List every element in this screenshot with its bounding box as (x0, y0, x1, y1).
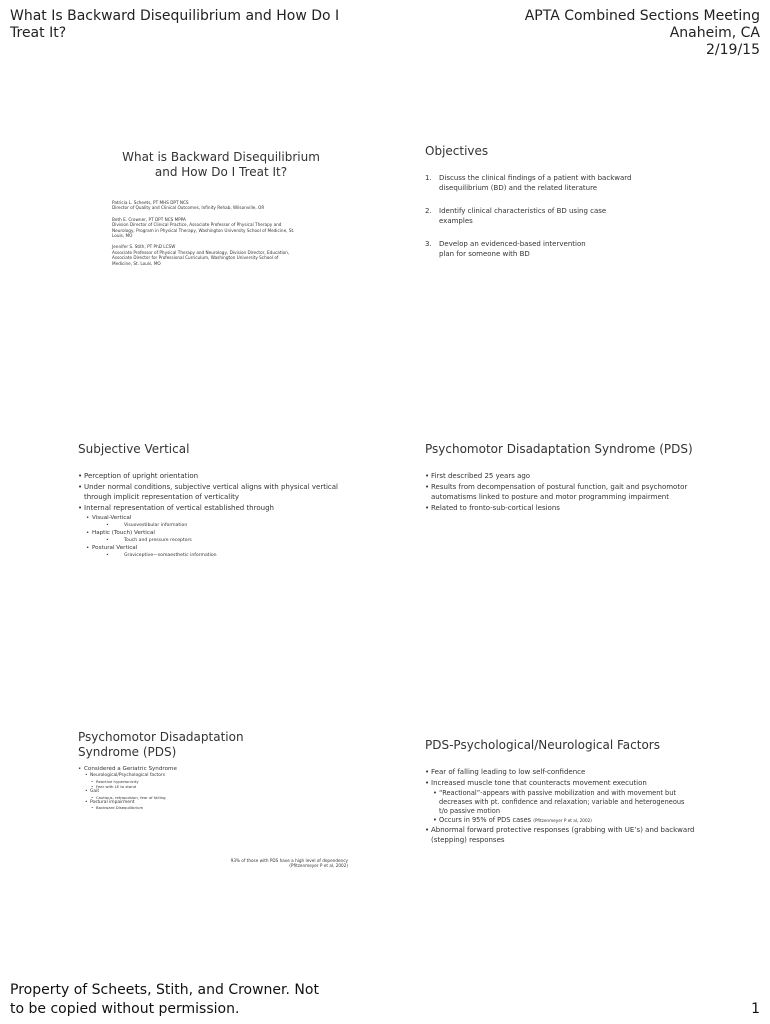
slide-3-title: Subjective Vertical (78, 442, 190, 456)
slide-pds-factors (425, 738, 705, 846)
conference-name: APTA Combined Sections Meeting (524, 8, 760, 24)
author-3-role: Associate Professor of Physical Therapy and Neurology, Division Director, Education, Associate Director for Professional Curriculum, Washington University School of Medicine, St. Louis, MO (112, 249, 290, 266)
bullet-list (425, 767, 705, 845)
list-item: • Increased muscle tone that counteracts movement execution (425, 778, 705, 788)
objective-item (425, 206, 675, 226)
conference-location: Anaheim, CA (669, 25, 760, 41)
list-item: • Haptic (Touch) Vertical (78, 529, 348, 537)
list-item: • Postural Vertical (78, 544, 348, 552)
author-1-role: Director of Quality and Clinical Outcomes, Infinity Rehab, Wilsonville, OR (112, 205, 265, 211)
list-item: • Neurological/Psychological factors (78, 773, 358, 779)
author-1-name: Patricia L. Scheets, PT MHS DPT NCS (112, 200, 189, 205)
objective-item (425, 239, 675, 259)
list-item: • Backward Disequilibrium (78, 805, 358, 810)
slide-1-title: What is Backward Disequilibrium and How Do I Treat It? (122, 150, 320, 179)
slide-2-title: Objectives (425, 144, 489, 158)
objective-text: Develop an evidenced-based intervention plan for someone with BD (439, 240, 586, 258)
author-2-name: Beth E. Crowner, PT DPT NCS MPPA (112, 216, 186, 222)
list-item: • First described 25 years ago (425, 471, 700, 481)
list-item: • Visuovestibular information (78, 522, 348, 529)
list-item: • Visual-Vertical (78, 514, 348, 522)
slide-6-title: PDS-Psychological/Neurological Factors (425, 738, 660, 752)
objective-number: 1. (425, 174, 432, 182)
list-item: • Fear with LE to stand (78, 784, 358, 789)
objective-number: 3. (425, 240, 432, 248)
list-item: • Perception of upright orientation (78, 471, 348, 481)
dependency-note (78, 858, 348, 869)
author-list (78, 200, 298, 266)
list-item: • Abnormal forward protective responses (grabbing with UE’s) and backward (stepping) responses (425, 825, 705, 845)
author-3-name: Jennifer S. Stith, PT PhD LCSW (112, 244, 176, 250)
conference-date: 2/19/15 (706, 42, 760, 58)
objective-text: Discuss the clinical findings of a patient with backward disequilibrium (BD) and the related literature (439, 174, 632, 192)
list-item: • Related to fronto-sub-cortical lesions (425, 503, 700, 513)
slide-pds-overview (425, 442, 700, 514)
pds-percent-citation: (Pfitzenmeyer P et al, 2002) (533, 818, 592, 823)
list-item: • Under normal conditions, subjective vertical aligns with physical vertical through implicit representation of verticality (78, 482, 348, 502)
author-2-role: Division Director of Clinical Practice, Associate Professor of Physical Therapy and Neurology, Program in Physical Therapy, Washington University School of Medicine, St. Louis, MO (112, 222, 295, 239)
bullet-list (78, 766, 358, 810)
list-item: • Internal representation of vertical established through (78, 503, 348, 513)
list-item: • Considered a Geriatric Syndrome (78, 766, 358, 773)
list-item: • Fear of falling leading to low self-confidence (425, 767, 705, 777)
list-item: • Reactive hypertonicity (78, 779, 358, 784)
list-item: • Gait (78, 789, 358, 795)
list-item: • “Reactional”-appears with passive mobilization and with movement but decreases with pt. confidence and relaxation; variable and heterogeneous t/o passive motion (425, 789, 689, 816)
pds-percent-text: Occurs in 95% of PDS cases (439, 816, 532, 824)
note-citation: (Pfitzenmeyer P et al, 2002) (289, 863, 348, 869)
bullet-list (78, 471, 348, 559)
list-item: • Touch and pressure receptors (78, 537, 348, 544)
note-text: 93% of those with PDS have a high level of dependency (230, 858, 348, 863)
objective-item (425, 173, 675, 193)
list-item: • Graviceptive—somaesthetic information (78, 552, 348, 559)
objective-number: 2. (425, 207, 432, 215)
slide-pds-geriatric (78, 730, 358, 869)
list-item: • Results from decompensation of postural function, gait and psychomotor automatisms linked to posture and motor programming impairment (425, 482, 700, 502)
objective-text: Identify clinical characteristics of BD using case examples (439, 207, 607, 225)
document-title: What Is Backward Disequilibrium and How Do I Treat It? (10, 8, 340, 41)
slide-objectives (425, 144, 675, 259)
list-item: • Postural impairment (78, 800, 358, 806)
slide-subjective-vertical (78, 442, 348, 559)
slide-title-slide (78, 140, 364, 340)
slide-4-title: Psychomotor Disadaptation Syndrome (PDS) (425, 442, 693, 456)
list-item (425, 816, 705, 825)
conference-info (525, 8, 760, 59)
list-item: • Cautious, retropulsion, fear of falling (78, 795, 358, 800)
copyright-notice: Property of Scheets, Stith, and Crowner. Not to be copied without permission. (10, 982, 319, 1017)
slide-5-title: Psychomotor Disadaptation Syndrome (PDS) (78, 730, 244, 759)
page-number: 1 (751, 1001, 760, 1017)
bullet-list (425, 471, 700, 513)
